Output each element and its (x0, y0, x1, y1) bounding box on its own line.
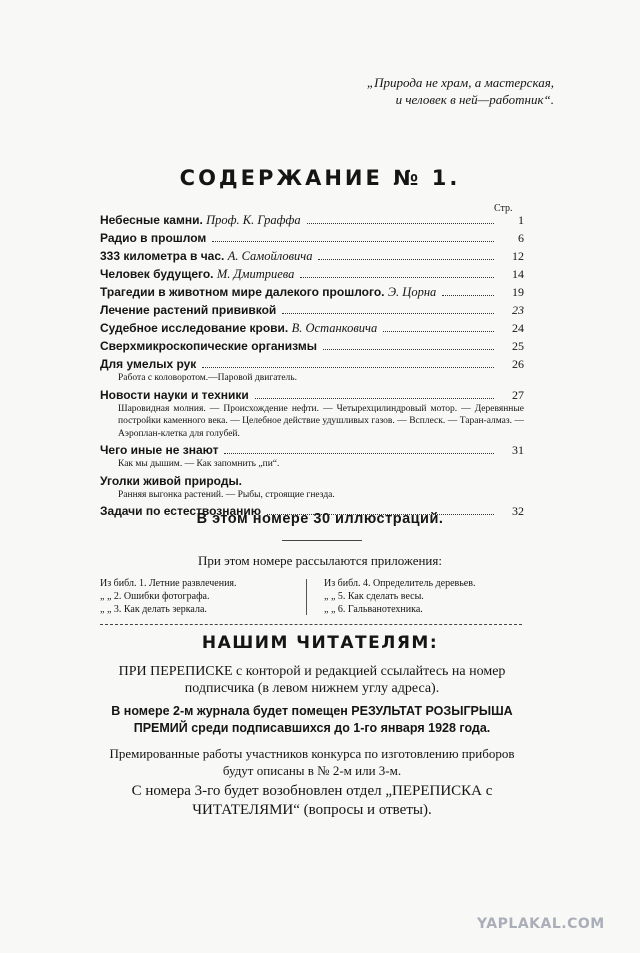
toc-title (100, 339, 317, 353)
toc-row (100, 267, 524, 285)
illustrations-note: В этом номере 30 иллюстраций. (196, 511, 444, 527)
dot-leader (224, 453, 494, 454)
notice-contest: Премированные работы участников конкурса по изготовлению приборов будут описаны в № 2-м или 3-м. (109, 746, 515, 778)
toc-title-text: Радио в прошлом (100, 231, 207, 245)
dot-leader (323, 349, 494, 350)
toc-page-number: 27 (512, 387, 524, 402)
toc-title (100, 231, 206, 245)
enclosure-item: „ „ 2. Ошибки фотографа. (100, 591, 210, 602)
toc-entry (100, 357, 524, 385)
toc-subtopics: Ранняя выгонка растений. — Рыбы, строящие гнезда. (118, 489, 335, 500)
toc-title-text: Судебное исследование крови. (100, 321, 289, 335)
enclosure-item: „ „ 6. Гальванотехника. (324, 604, 423, 615)
enclosures-intro: При этом номере рассылаются приложения: (198, 553, 442, 568)
toc-page-number: 31 (512, 443, 524, 457)
toc-page-number: 19 (512, 285, 524, 299)
page-column-label: Стр. (494, 203, 513, 214)
toc-row (100, 285, 524, 303)
enclosures-left-column (100, 577, 237, 616)
toc-page-number: 1 (518, 213, 524, 227)
toc-page-number: 24 (512, 321, 524, 335)
toc-entry (100, 267, 524, 285)
dashed-divider (100, 624, 522, 625)
toc-subtopics: Работа с коловоротом.—Паровой двигатель. (118, 373, 297, 383)
toc-title (100, 213, 301, 228)
notice-correspondence: ПРИ ПЕРЕПИСКЕ с конторой и редакцией ссылайтесь на номер подписчика (в левом нижнем углу адреса). (118, 664, 506, 696)
dot-leader (383, 331, 494, 332)
toc-entry (100, 388, 524, 441)
dot-leader (202, 367, 494, 368)
toc-row (100, 303, 524, 321)
toc-title (100, 321, 377, 336)
toc-entry (100, 474, 524, 502)
toc-title (100, 474, 242, 488)
toc-subtopics: Шаровидная молния. — Происхождение нефти. — Четырехцилиндровый мотор. — Деревянные постройки каменного века. — Целебное действие удушливых газов. — Всплеск. — Таран-алмаз. — Аэроплан-клетка для голубей. (118, 403, 524, 439)
toc-entry (100, 285, 524, 303)
toc-row (100, 321, 524, 339)
toc-title-text: Для умелых рук (100, 357, 197, 371)
toc-author: Проф. К. Граффа (206, 213, 301, 227)
toc-row (100, 213, 524, 231)
toc-page-number: 26 (512, 357, 524, 371)
dot-leader (255, 398, 494, 399)
dot-leader (212, 241, 494, 242)
dot-leader (300, 277, 494, 278)
enclosures-right-column (324, 577, 475, 616)
toc-entry (100, 231, 524, 249)
page-title: СОДЕРЖАНИЕ № 1. (179, 166, 461, 190)
toc-entry (100, 443, 524, 471)
toc-title-text: Чего иные не знают (100, 443, 219, 457)
toc-title (100, 285, 436, 300)
toc-author: А. Самойловича (227, 249, 313, 263)
toc-title (100, 303, 276, 317)
toc-title-text: Новости науки и техники (100, 387, 249, 402)
enclosure-item: „ „ 3. Как делать зеркала. (100, 604, 207, 615)
toc-author: Э. Цорна (387, 285, 437, 299)
toc-subtopics: Как мы дышим. — Как запомнить „пи“. (118, 459, 280, 469)
notice-prize-draw: В номере 2-м журнала будет помещен РЕЗУЛЬТАТ РОЗЫГРЫША ПРЕМИЙ среди подписавшихся до 1-го января 1928 года. (111, 704, 513, 735)
toc-title (100, 249, 312, 264)
toc-title-text: Человек будущего. (100, 267, 214, 281)
epigraph-line-1: „Природа не храм, а мастерская, (366, 75, 554, 90)
toc-page-number: 25 (512, 339, 524, 353)
toc-page-number: 14 (512, 267, 524, 281)
toc-title (100, 267, 294, 282)
enclosure-item: „ „ 5. Как сделать весы. (324, 591, 424, 602)
toc-entry (100, 303, 524, 321)
divider (282, 540, 362, 541)
toc-entry (100, 339, 524, 357)
toc-title-text: 333 километра в час. (100, 249, 225, 263)
dot-leader (442, 295, 494, 296)
toc-page-number: 12 (512, 249, 524, 263)
toc-title-text: Трагедии в животном мире далекого прошлого. (100, 285, 385, 299)
toc-title-text: Небесные камни. (100, 213, 203, 227)
toc-entry (100, 213, 524, 231)
toc-title-text: Сверхмикроскопические организмы (100, 339, 317, 353)
dot-leader (318, 259, 494, 260)
toc-row (100, 339, 524, 357)
toc-page-number: 23 (512, 303, 524, 317)
toc-title-text: Уголки живой природы. (100, 473, 243, 488)
readers-heading: НАШИМ ЧИТАТЕЛЯМ: (201, 633, 439, 653)
table-of-contents (100, 213, 524, 522)
epigraph (367, 74, 554, 108)
enclosure-item: Из библ. 4. Определитель деревьев. (324, 578, 476, 589)
toc-title (100, 388, 249, 402)
enclosure-item: Из библ. 1. Летние развлечения. (100, 578, 237, 589)
dot-leader (282, 313, 494, 314)
column-divider (306, 579, 307, 615)
toc-row (100, 231, 524, 249)
toc-author: М. Дмитриева (216, 267, 295, 281)
notice-correspondence-section: С номера 3-го будет возобновлен отдел „ПЕРЕПИСКА с ЧИТАТЕЛЯМИ“ (вопросы и ответы). (131, 783, 493, 818)
toc-entry (100, 249, 524, 267)
toc-page-number: 6 (518, 231, 524, 245)
toc-title-text: Лечение растений прививкой (100, 303, 277, 317)
dot-leader (307, 223, 494, 224)
toc-title (100, 443, 218, 457)
toc-author: В. Останковича (291, 321, 378, 335)
toc-row (100, 249, 524, 267)
toc-title (100, 357, 196, 371)
watermark: YAPLAKAL.COM (477, 916, 605, 932)
toc-entry (100, 321, 524, 339)
toc-page-number: 32 (512, 504, 524, 518)
epigraph-line-2: и человек в ней—работник“. (395, 92, 554, 107)
toc-title-text: Задачи по естествознанию (100, 504, 262, 518)
